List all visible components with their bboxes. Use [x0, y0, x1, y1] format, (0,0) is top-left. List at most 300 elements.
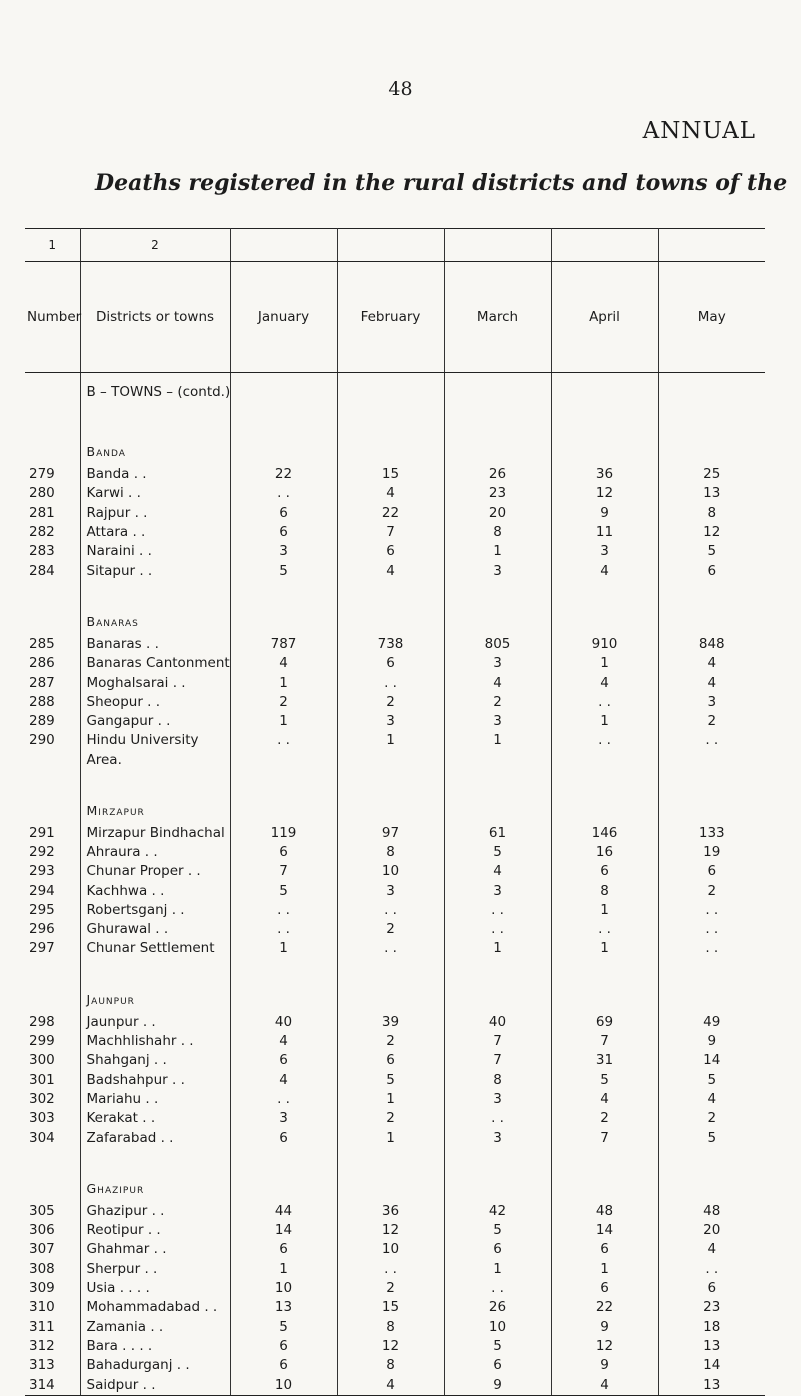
district-group-name: Jaunpur — [80, 959, 230, 1013]
table-row — [25, 542, 765, 561]
month-value: 4 — [230, 1071, 337, 1090]
month-value: 1 — [337, 1090, 444, 1109]
row-number: 282 — [25, 523, 80, 542]
group-empty-cell — [658, 411, 765, 465]
header-april: April — [551, 262, 658, 373]
month-value: 13 — [703, 485, 721, 502]
month-value: 6 — [707, 1280, 717, 1297]
district-group-name: Banaras — [80, 581, 230, 635]
month-value: 49 — [703, 1013, 721, 1030]
month-value: 6 — [230, 1240, 337, 1259]
month-value: 6 — [707, 863, 717, 880]
month-value: 2 — [230, 693, 337, 712]
district-group-row — [25, 770, 765, 824]
month-value: 9 — [707, 1033, 717, 1050]
town-name: Karwi . . — [80, 484, 230, 503]
town-name: Sheopur . . — [80, 693, 230, 712]
month-value: 1 — [444, 731, 551, 750]
table-row — [25, 1090, 765, 1109]
column-header-row — [25, 262, 765, 373]
month-value: 6 — [230, 843, 337, 862]
month-value: 119 — [230, 824, 337, 843]
month-value: 31 — [551, 1051, 658, 1070]
page-number: 48 — [388, 78, 413, 100]
month-value: 14 — [703, 1357, 721, 1374]
row-number: 311 — [25, 1318, 80, 1337]
month-value: 1 — [444, 1260, 551, 1279]
table-row — [25, 504, 765, 523]
month-value: 3 — [444, 712, 551, 731]
month-value: 3 — [444, 561, 551, 580]
group-empty-cell — [230, 581, 337, 635]
month-value: 61 — [444, 824, 551, 843]
month-value: . . — [230, 901, 337, 920]
month-value: 48 — [551, 1202, 658, 1221]
town-name: Hindu University — [80, 731, 230, 750]
table-row — [25, 1202, 765, 1221]
table-row — [25, 1032, 765, 1051]
district-group-name: Ghazipur — [80, 1148, 230, 1202]
month-value: 4 — [707, 655, 717, 672]
month-value: 1 — [337, 731, 444, 750]
row-number: 305 — [25, 1202, 80, 1221]
month-value: 2 — [337, 920, 444, 939]
month-value: 1 — [444, 542, 551, 561]
month-value: 69 — [551, 1013, 658, 1032]
row-number: 303 — [25, 1109, 80, 1128]
month-value: 10 — [337, 1240, 444, 1259]
month-value: 6 — [707, 562, 717, 579]
row-number: 314 — [25, 1375, 80, 1395]
month-value — [230, 751, 337, 770]
group-num-cell — [25, 1148, 80, 1202]
table-row — [25, 1260, 765, 1279]
group-num-cell — [25, 581, 80, 635]
month-value: 8 — [444, 523, 551, 542]
district-group-name: Banda — [80, 411, 230, 465]
month-value: 11 — [551, 523, 658, 542]
row-number: 302 — [25, 1090, 80, 1109]
table-row — [25, 1128, 765, 1147]
group-num-cell — [25, 411, 80, 465]
table-row — [25, 881, 765, 900]
group-empty-cell — [658, 1148, 765, 1202]
column-number — [658, 229, 765, 262]
section-row — [25, 373, 765, 412]
month-value: 6 — [230, 523, 337, 542]
month-value: 8 — [337, 1356, 444, 1375]
district-group-row — [25, 1148, 765, 1202]
month-value: 8 — [337, 1318, 444, 1337]
month-value: 4 — [551, 561, 658, 580]
month-value: 10 — [337, 862, 444, 881]
row-number: 290 — [25, 731, 80, 750]
month-value: 36 — [337, 1202, 444, 1221]
table-row — [25, 843, 765, 862]
month-value: 2 — [707, 1110, 717, 1127]
month-value: 9 — [551, 1356, 658, 1375]
month-value: . . — [337, 673, 444, 692]
table-row — [25, 1051, 765, 1070]
table-subtitle: Deaths registered in the rural districts and towns of the — [95, 170, 788, 196]
column-number — [230, 229, 337, 262]
month-value: 6 — [230, 504, 337, 523]
month-value: 2 — [337, 693, 444, 712]
group-empty-cell — [337, 770, 444, 824]
group-empty-cell — [658, 959, 765, 1013]
month-value: 8 — [551, 881, 658, 900]
month-value: 14 — [230, 1221, 337, 1240]
row-number: 292 — [25, 843, 80, 862]
month-value: 1 — [444, 939, 551, 958]
month-value: . . — [230, 731, 337, 750]
row-number: 312 — [25, 1337, 80, 1356]
header-number: Number — [25, 262, 80, 373]
town-name: Machhlishahr . . — [80, 1032, 230, 1051]
month-value: 6 — [551, 1240, 658, 1259]
table-row — [25, 920, 765, 939]
table-row — [25, 824, 765, 843]
month-value: 22 — [337, 504, 444, 523]
table-row — [25, 1013, 765, 1032]
row-number: 306 — [25, 1221, 80, 1240]
month-value — [551, 751, 658, 770]
month-value: 40 — [444, 1013, 551, 1032]
month-value: 6 — [230, 1128, 337, 1147]
month-value: 6 — [444, 1240, 551, 1259]
town-name: Ghahmar . . — [80, 1240, 230, 1259]
row-number: 291 — [25, 824, 80, 843]
month-value: 36 — [551, 465, 658, 484]
district-group-row — [25, 959, 765, 1013]
month-value: 10 — [230, 1375, 337, 1395]
group-empty-cell — [551, 1148, 658, 1202]
month-value: 4 — [444, 673, 551, 692]
table-row — [25, 693, 765, 712]
month-value: 1 — [551, 712, 658, 731]
month-value: 1 — [337, 1128, 444, 1147]
town-name: Ahraura . . — [80, 843, 230, 862]
group-num-cell — [25, 959, 80, 1013]
month-value: 4 — [707, 674, 717, 691]
row-number: 286 — [25, 654, 80, 673]
group-empty-cell — [551, 770, 658, 824]
group-empty-cell — [444, 959, 551, 1013]
row-number: 285 — [25, 635, 80, 654]
town-name: Zafarabad . . — [80, 1128, 230, 1147]
month-value: 14 — [551, 1221, 658, 1240]
month-value: 1 — [551, 654, 658, 673]
row-number: 283 — [25, 542, 80, 561]
month-value: 4 — [551, 1090, 658, 1109]
month-value: 4 — [230, 654, 337, 673]
row-number: 299 — [25, 1032, 80, 1051]
month-value: . . — [705, 1260, 719, 1277]
town-name: Ghazipur . . — [80, 1202, 230, 1221]
header-districts: Districts or towns — [80, 262, 230, 373]
month-value — [337, 751, 444, 770]
month-value: 2 — [444, 693, 551, 712]
row-number: 284 — [25, 561, 80, 580]
month-value: 3 — [230, 542, 337, 561]
month-value: 2 — [707, 713, 717, 730]
month-value: 4 — [337, 484, 444, 503]
month-value: 2 — [337, 1032, 444, 1051]
town-name: Sherpur . . — [80, 1260, 230, 1279]
month-value: 1 — [551, 901, 658, 920]
month-value: . . — [705, 921, 719, 938]
month-value: 6 — [551, 862, 658, 881]
month-value: 12 — [551, 1337, 658, 1356]
month-value: . . — [444, 1109, 551, 1128]
month-value: 20 — [444, 504, 551, 523]
month-value: 5 — [707, 1129, 717, 1146]
month-value: 133 — [698, 824, 725, 841]
month-value: . . — [337, 901, 444, 920]
month-value: 3 — [444, 881, 551, 900]
row-number: 298 — [25, 1013, 80, 1032]
month-value: 848 — [698, 635, 725, 652]
group-empty-cell — [444, 770, 551, 824]
town-name: Mirzapur Bindhachal — [80, 824, 230, 843]
month-value: . . — [705, 901, 719, 918]
column-number: 2 — [80, 229, 230, 262]
month-value: 6 — [230, 1337, 337, 1356]
table-row — [25, 1221, 765, 1240]
row-number: 308 — [25, 1260, 80, 1279]
month-value: 3 — [444, 1128, 551, 1147]
month-value: 6 — [337, 542, 444, 561]
table-row — [25, 523, 765, 542]
month-value: 23 — [703, 1299, 721, 1316]
table-row — [25, 731, 765, 750]
month-value: 42 — [444, 1202, 551, 1221]
month-value: 1 — [551, 939, 658, 958]
month-value: 805 — [444, 635, 551, 654]
district-group-row — [25, 411, 765, 465]
table-row — [25, 862, 765, 881]
table-row — [25, 751, 765, 770]
table-row — [25, 1375, 765, 1395]
town-name: Banaras . . — [80, 635, 230, 654]
column-number — [444, 229, 551, 262]
row-number: 304 — [25, 1128, 80, 1147]
month-value: 3 — [230, 1109, 337, 1128]
month-value: 5 — [444, 843, 551, 862]
month-value: 1 — [551, 1260, 658, 1279]
month-value: 6 — [444, 1356, 551, 1375]
month-value: 4 — [707, 1241, 717, 1258]
table-row — [25, 1071, 765, 1090]
month-value: 5 — [707, 543, 717, 560]
month-value: . . — [337, 939, 444, 958]
month-value: 6 — [551, 1279, 658, 1298]
month-value: 12 — [703, 524, 721, 541]
month-value: 5 — [707, 1071, 717, 1088]
row-number: 287 — [25, 673, 80, 692]
month-value: 14 — [703, 1052, 721, 1069]
town-name: Robertsganj . . — [80, 901, 230, 920]
column-number: 1 — [25, 229, 80, 262]
town-name: Ghurawal . . — [80, 920, 230, 939]
group-num-cell — [25, 770, 80, 824]
header-january: January — [230, 262, 337, 373]
month-value: 6 — [337, 1051, 444, 1070]
month-value: 8 — [337, 843, 444, 862]
month-value: 13 — [230, 1298, 337, 1317]
row-number: 289 — [25, 712, 80, 731]
group-empty-cell — [444, 411, 551, 465]
month-value: 20 — [703, 1222, 721, 1239]
month-value: 8 — [707, 504, 717, 521]
month-value: 26 — [444, 1298, 551, 1317]
month-value: 3 — [337, 881, 444, 900]
month-value: 4 — [707, 1090, 717, 1107]
group-empty-cell — [230, 1148, 337, 1202]
group-empty-cell — [337, 1148, 444, 1202]
month-value: 6 — [230, 1356, 337, 1375]
month-value: 26 — [444, 465, 551, 484]
column-number — [551, 229, 658, 262]
table-row — [25, 1318, 765, 1337]
month-value: 22 — [551, 1298, 658, 1317]
month-value: 18 — [703, 1318, 721, 1335]
month-value: 2 — [551, 1109, 658, 1128]
month-value: 3 — [337, 712, 444, 731]
month-value: 7 — [444, 1051, 551, 1070]
month-value: 4 — [230, 1032, 337, 1051]
row-number: 293 — [25, 862, 80, 881]
month-value: 19 — [703, 844, 721, 860]
town-name: Kachhwa . . — [80, 881, 230, 900]
town-name: Gangapur . . — [80, 712, 230, 731]
table-row — [25, 673, 765, 692]
town-name: Saidpur . . — [80, 1375, 230, 1395]
column-number — [337, 229, 444, 262]
town-name: Naraini . . — [80, 542, 230, 561]
month-value: 6 — [337, 654, 444, 673]
town-name: Banda . . — [80, 465, 230, 484]
month-value — [658, 751, 765, 770]
table-row — [25, 939, 765, 958]
row-number: 309 — [25, 1279, 80, 1298]
month-value: 10 — [444, 1318, 551, 1337]
month-value: 5 — [230, 561, 337, 580]
town-name: Mohammadabad . . — [80, 1298, 230, 1317]
month-value: 12 — [337, 1337, 444, 1356]
month-value: 5 — [230, 1318, 337, 1337]
row-number: 300 — [25, 1051, 80, 1070]
group-empty-cell — [658, 770, 765, 824]
table-row — [25, 712, 765, 731]
town-name: Mariahu . . — [80, 1090, 230, 1109]
month-value: 15 — [337, 465, 444, 484]
month-value: . . — [551, 920, 658, 939]
town-name: Attara . . — [80, 523, 230, 542]
table-row — [25, 1109, 765, 1128]
town-name: Kerakat . . — [80, 1109, 230, 1128]
group-empty-cell — [444, 1148, 551, 1202]
month-value: 39 — [337, 1013, 444, 1032]
row-number: 310 — [25, 1298, 80, 1317]
group-empty-cell — [337, 411, 444, 465]
month-value: . . — [705, 940, 719, 957]
month-value: 3 — [444, 1090, 551, 1109]
month-value: 9 — [444, 1375, 551, 1395]
header-march: March — [444, 262, 551, 373]
month-value: 97 — [337, 824, 444, 843]
month-value: 7 — [337, 523, 444, 542]
month-value: . . — [230, 920, 337, 939]
month-value: 25 — [703, 466, 721, 483]
month-value: 40 — [230, 1013, 337, 1032]
month-value: . . — [551, 731, 658, 750]
table-row — [25, 1240, 765, 1259]
month-value: 5 — [444, 1221, 551, 1240]
page-header-title: ANNUAL — [642, 118, 756, 144]
group-empty-cell — [551, 959, 658, 1013]
month-value: . . — [705, 732, 719, 749]
month-value: 5 — [337, 1071, 444, 1090]
month-value: 2 — [337, 1109, 444, 1128]
table-row — [25, 901, 765, 920]
month-value: 910 — [551, 635, 658, 654]
town-name: Zamania . . — [80, 1318, 230, 1337]
table-row — [25, 654, 765, 673]
month-value: . . — [230, 1090, 337, 1109]
row-number: 279 — [25, 465, 80, 484]
month-value: . . — [444, 1279, 551, 1298]
month-value: 738 — [337, 635, 444, 654]
town-name: Sitapur . . — [80, 561, 230, 580]
table-row — [25, 1356, 765, 1375]
month-value: 7 — [551, 1032, 658, 1051]
month-value: 5 — [551, 1071, 658, 1090]
town-name: Bahadurganj . . — [80, 1356, 230, 1375]
month-value: 4 — [337, 1375, 444, 1395]
column-number-row — [25, 229, 765, 262]
header-may: May — [658, 262, 765, 373]
month-value: . . — [230, 484, 337, 503]
month-value: 44 — [230, 1202, 337, 1221]
group-empty-cell — [337, 959, 444, 1013]
group-empty-cell — [658, 581, 765, 635]
table-row — [25, 635, 765, 654]
row-number: 313 — [25, 1356, 80, 1375]
month-value: 3 — [707, 693, 717, 710]
month-value: 3 — [444, 654, 551, 673]
month-value: 787 — [230, 635, 337, 654]
month-value: 8 — [444, 1071, 551, 1090]
month-value: 9 — [551, 1318, 658, 1337]
month-value: 9 — [551, 504, 658, 523]
row-number: 307 — [25, 1240, 80, 1259]
town-name: Reotipur . . — [80, 1221, 230, 1240]
month-value: 13 — [658, 1375, 765, 1395]
month-value: 15 — [337, 1298, 444, 1317]
month-value: 7 — [551, 1128, 658, 1147]
row-number: 288 — [25, 693, 80, 712]
month-value: 146 — [551, 824, 658, 843]
month-value: 23 — [444, 484, 551, 503]
table-row — [25, 561, 765, 580]
group-empty-cell — [230, 959, 337, 1013]
month-value: 4 — [551, 673, 658, 692]
month-value: 10 — [230, 1279, 337, 1298]
header-february: February — [337, 262, 444, 373]
month-value: 1 — [230, 673, 337, 692]
month-value: 2 — [337, 1279, 444, 1298]
